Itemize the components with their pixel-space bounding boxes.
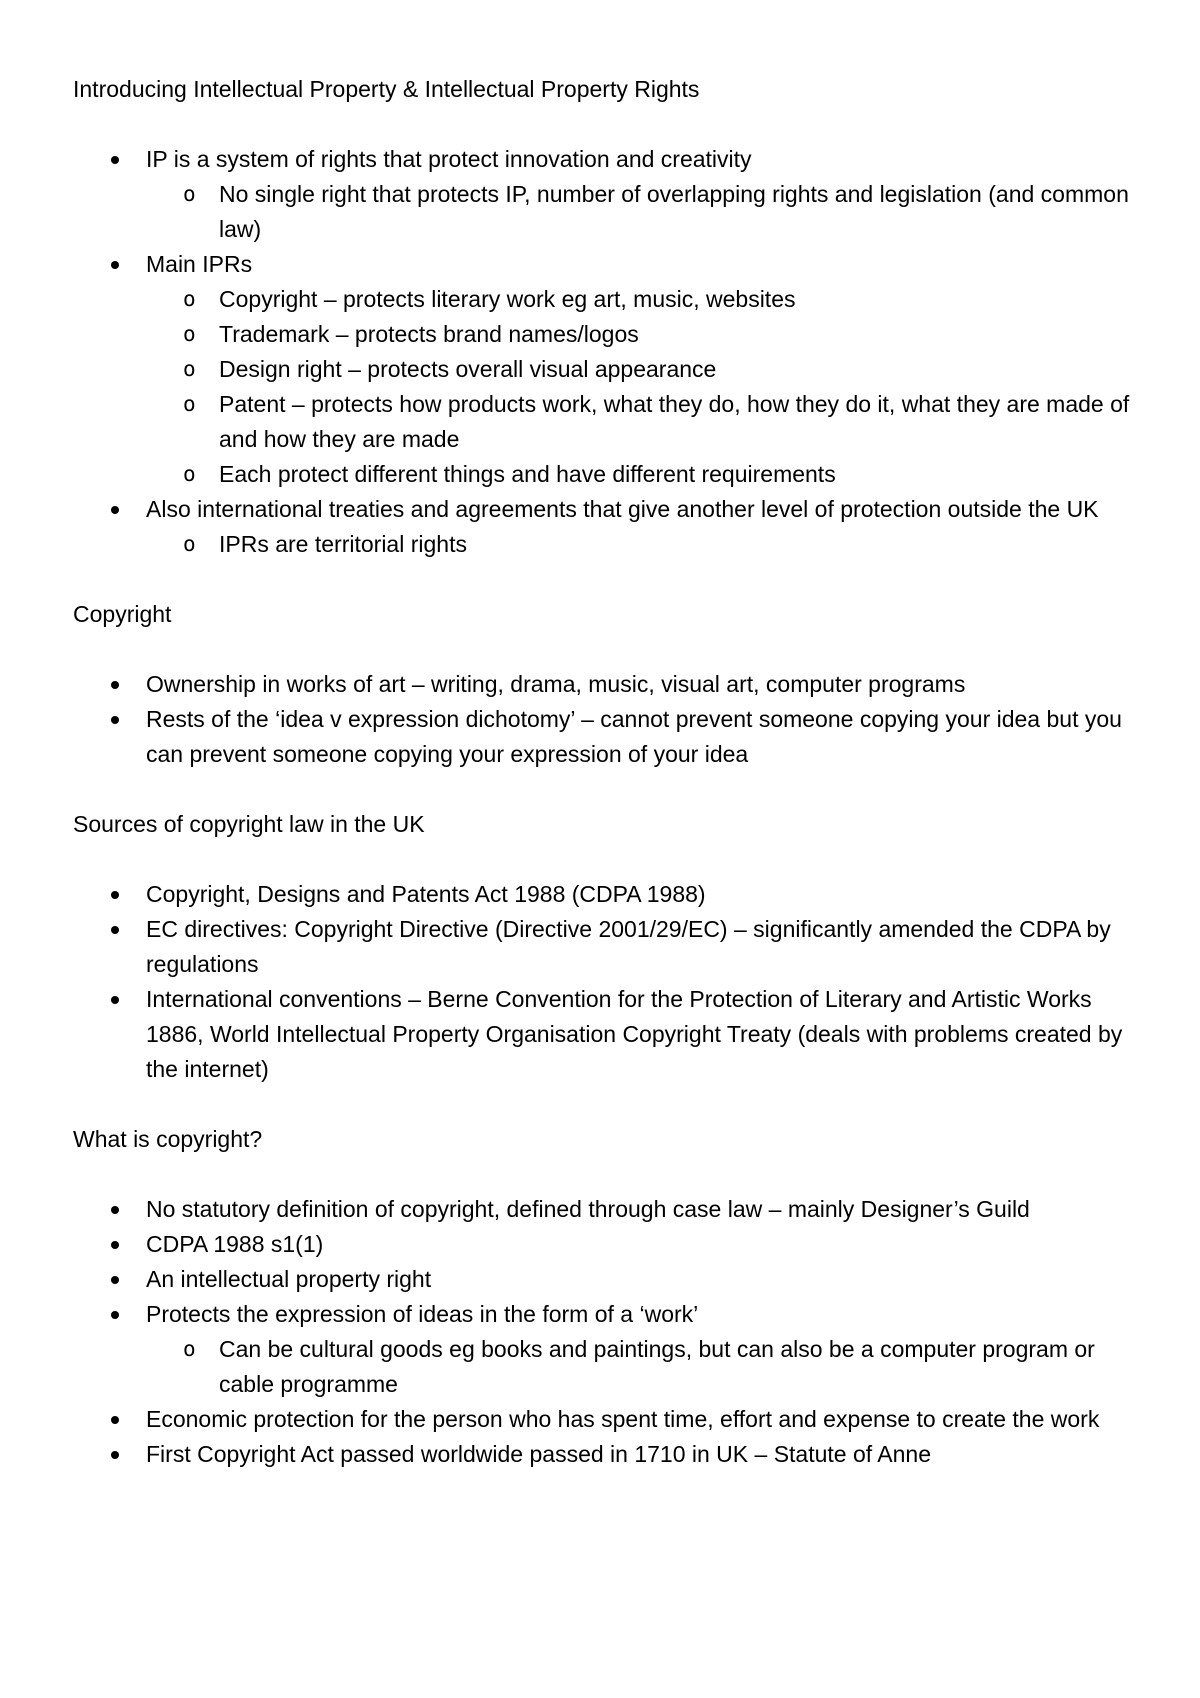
sub-bullet-item-text: o Design right – protects overall visual appearance: [219, 356, 717, 382]
sub-bullet-item: [146, 387, 1133, 457]
sub-bullet-item-text: o No single right that protects IP, number of overlapping rights and legislation (and common law): [219, 181, 1129, 242]
bullet-item-text: An intellectual property right: [146, 1266, 432, 1292]
bullet-item: [73, 1192, 1133, 1227]
bullet-list: [73, 667, 1133, 772]
bullet-item: [73, 247, 1133, 492]
sub-bullet-item: [146, 282, 1133, 317]
bullet-list: [73, 142, 1133, 562]
section-heading: Copyright: [73, 601, 172, 627]
sub-bullet-item: [146, 177, 1133, 247]
sub-bullet-item-text: o Copyright – protects literary work eg art, music, websites: [219, 286, 796, 312]
sub-bullet-item: [146, 1332, 1133, 1402]
bullet-item: [73, 1227, 1133, 1262]
bullet-item: [73, 1402, 1133, 1437]
sub-bullet-item: [146, 457, 1133, 492]
bullet-item: [73, 1297, 1133, 1402]
bullet-list: [73, 1192, 1133, 1472]
section-heading: What is copyright?: [73, 1126, 263, 1152]
sub-bullet-list: [146, 1332, 1133, 1402]
bullet-item-text: Rests of the ‘idea v expression dichotomy’ – cannot prevent someone copying your idea but you can prevent someone copying your expression of your idea: [146, 706, 1122, 767]
sub-bullet-item: [146, 352, 1133, 387]
bullet-item-text: Ownership in works of art – writing, drama, music, visual art, computer programs: [146, 671, 966, 697]
section-heading: Introducing Intellectual Property & Intellectual Property Rights: [73, 76, 700, 102]
bullet-item: [73, 1262, 1133, 1297]
sub-bullet-list: [146, 177, 1133, 247]
bullet-item-text: EC directives: Copyright Directive (Directive 2001/29/EC) – significantly amended the CDPA by regulations: [146, 916, 1111, 977]
bullet-item-text: Also international treaties and agreements that give another level of protection outside the UK: [146, 496, 1099, 522]
bullet-item-text: Economic protection for the person who has spent time, effort and expense to create the work: [146, 1406, 1100, 1432]
sub-bullet-list: [146, 527, 1133, 562]
sub-bullet-item-text: o Can be cultural goods eg books and paintings, but can also be a computer program or cable programme: [219, 1336, 1095, 1397]
sub-bullet-item: [146, 317, 1133, 352]
bullet-item: [73, 142, 1133, 247]
bullet-item-text: Protects the expression of ideas in the form of a ‘work’: [146, 1301, 699, 1327]
bullet-item: [73, 982, 1133, 1087]
sub-bullet-item-text: o Trademark – protects brand names/logos: [219, 321, 639, 347]
document-body: [73, 72, 1133, 1507]
sub-bullet-list: [146, 282, 1133, 492]
bullet-list: [73, 877, 1133, 1087]
bullet-item-text: CDPA 1988 s1(1): [146, 1231, 324, 1257]
sub-bullet-item-text: o Each protect different things and have different requirements: [219, 461, 836, 487]
bullet-item-text: First Copyright Act passed worldwide passed in 1710 in UK – Statute of Anne: [146, 1441, 931, 1467]
sub-bullet-item-text: o IPRs are territorial rights: [219, 531, 467, 557]
bullet-item: [73, 912, 1133, 982]
bullet-item-text: International conventions – Berne Convention for the Protection of Literary and Artistic Works 1886, World Intellectual Property Organisation Copyright Treaty (deals with problems created by the internet): [146, 986, 1123, 1082]
bullet-item: [73, 702, 1133, 772]
bullet-item-text: Copyright, Designs and Patents Act 1988 (CDPA 1988): [146, 881, 706, 907]
sub-bullet-item-text: o Patent – protects how products work, what they do, how they do it, what they are made of and how they are made: [219, 391, 1130, 452]
section-heading: Sources of copyright law in the UK: [73, 811, 425, 837]
bullet-item: [73, 1437, 1133, 1472]
bullet-item-text: IP is a system of rights that protect innovation and creativity: [146, 146, 752, 172]
bullet-item: [73, 492, 1133, 562]
bullet-item: [73, 667, 1133, 702]
bullet-item: [73, 877, 1133, 912]
bullet-item-text: Main IPRs: [146, 251, 253, 277]
bullet-item-text: No statutory definition of copyright, defined through case law – mainly Designer’s Guild: [146, 1196, 1030, 1222]
sub-bullet-item: [146, 527, 1133, 562]
